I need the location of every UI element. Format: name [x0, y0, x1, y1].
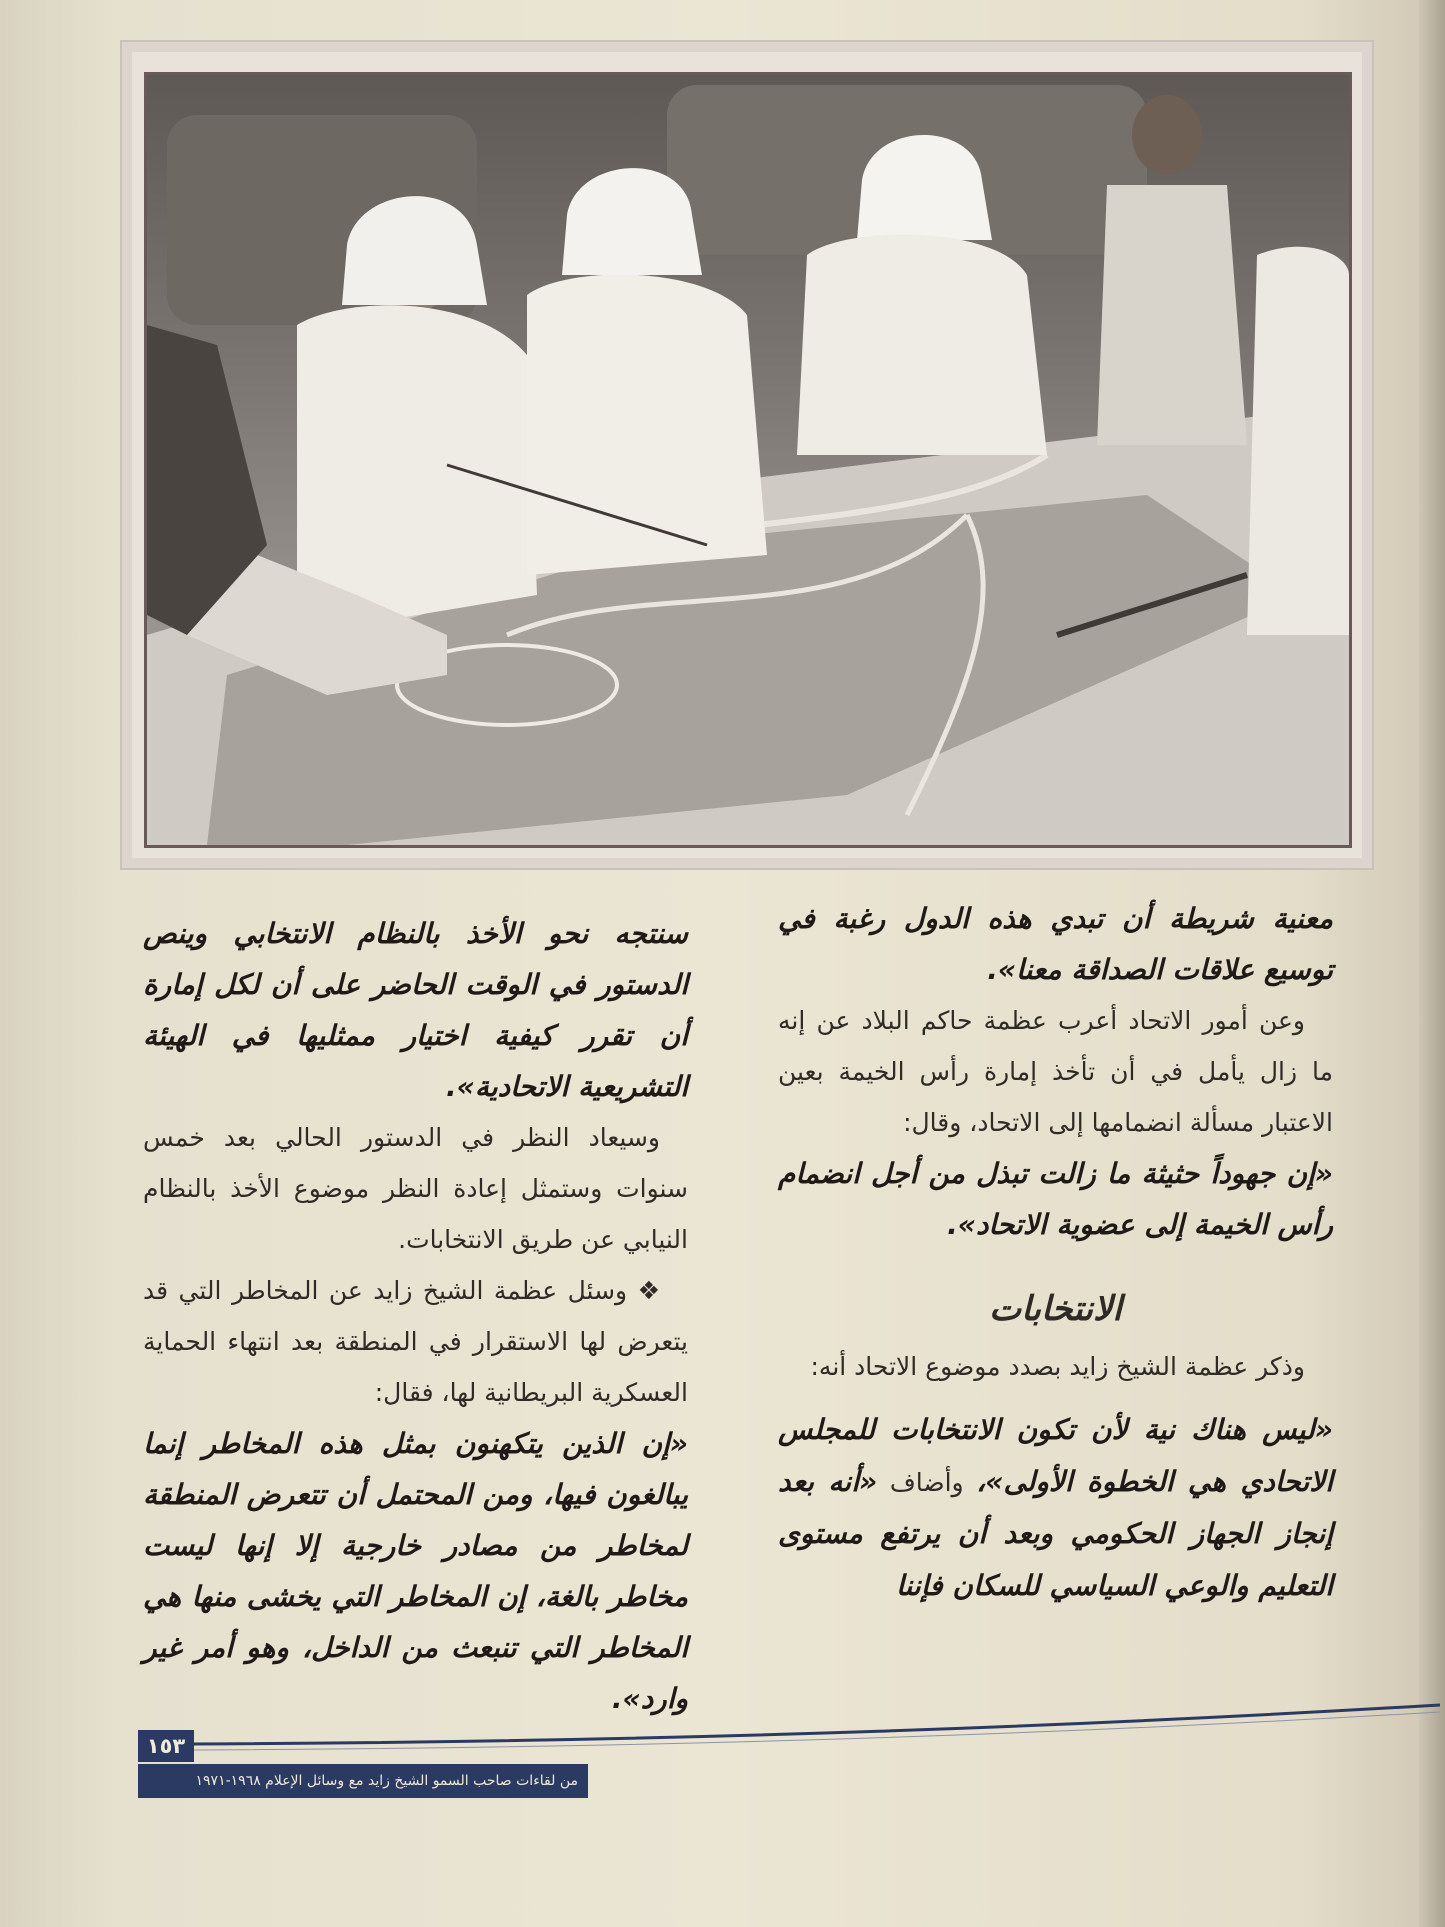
- right-p5-text: وأضاف: [877, 1468, 977, 1497]
- right-p2: وعن أمور الاتحاد أعرب عظمة حاكم البلاد عن إنه ما زال يأمل في أن تأخذ إمارة رأس الخيمة بعين الاعتبار مسألة انضمامها إلى الاتحاد، وقال:: [778, 1006, 1333, 1137]
- right-column: [778, 893, 1333, 1612]
- page-edge: [1419, 0, 1445, 1927]
- right-p4: وذكر عظمة الشيخ زايد بصدد موضوع الاتحاد أنه:: [810, 1352, 1305, 1381]
- left-p3: ❖ وسئل عظمة الشيخ زايد عن المخاطر التي قد يتعرض لها الاستقرار في المنطقة بعد انتهاء الحماية العسكرية البريطانية لها، فقال:: [143, 1276, 688, 1407]
- left-p2: وسيعاد النظر في الدستور الحالي بعد خمس سنوات وستمثل إعادة النظر موضوع الأخذ بالنظام النيابي عن طريق الانتخابات.: [143, 1123, 688, 1254]
- right-p5: [778, 1404, 1333, 1612]
- right-p1: معنية شريطة أن تبدي هذه الدول رغبة في توسيع علاقات الصداقة معنا».: [778, 902, 1333, 986]
- archival-photo-icon: [147, 75, 1349, 845]
- right-p5-quote2: «أنه بعد إنجاز الجهاز الحكومي وبعد أن يرتفع مستوى التعليم والوعي السياسي للسكان فإننا: [778, 1465, 1333, 1602]
- page-number: ١٥٣: [138, 1730, 194, 1762]
- right-p3: «إن جهوداً حثيثة ما زالت تبذل من أجل انضمام رأس الخيمة إلى عضوية الاتحاد».: [778, 1157, 1333, 1241]
- left-p4: «إن الذين يتكهنون بمثل هذه المخاطر إنما يبالغون فيها، ومن المحتمل أن تتعرض المنطقة لمخاطر من مصادر خارجية إلا إنها ليست مخاطر بالغة، إن المخاطر التي يخشى منها هي المخاطر التي تنبعث من الداخل، وهو أمر غير وارد».: [143, 1427, 688, 1715]
- archival-photo: [144, 72, 1352, 848]
- left-p1: سنتجه نحو الأخذ بالنظام الانتخابي وينص الدستور في الوقت الحاضر على أن لكل إمارة أن تقرر كيفية اختيار ممثليها في الهيئة التشريعية الاتحادية».: [143, 917, 688, 1103]
- running-title: من لقاءات صاحب السمو الشيخ زايد مع وسائل الإعلام ١٩٦٨-١٩٧١: [138, 1764, 588, 1798]
- left-column: [143, 908, 688, 1724]
- section-heading-elections: الانتخابات: [989, 1289, 1122, 1329]
- right-p5-quote1: «ليس هناك نية لأن تكون الانتخابات للمجلس الاتحادي هي الخطوة الأولى»،: [778, 1413, 1333, 1498]
- photo-frame: [120, 40, 1374, 870]
